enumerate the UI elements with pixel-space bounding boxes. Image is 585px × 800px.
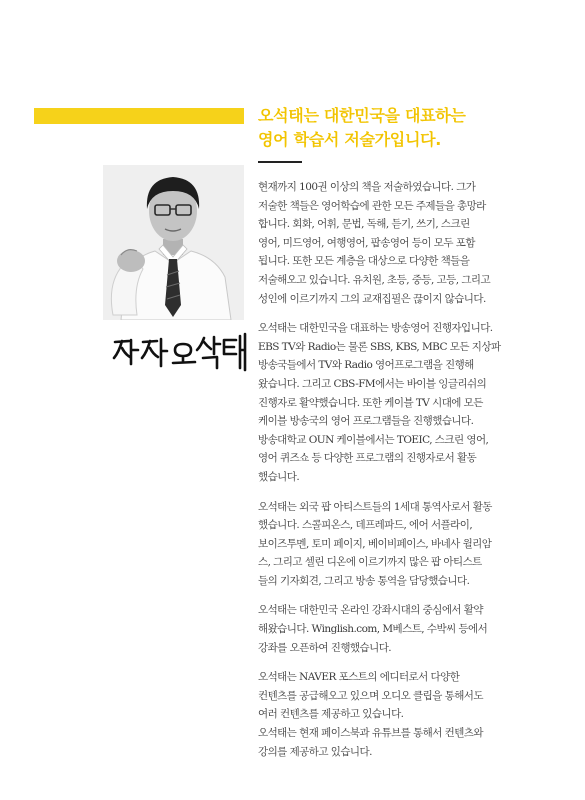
bio-paragraph bbox=[258, 498, 554, 591]
bio-line: 컨텐츠를 공급해오고 있으며 오디오 클립을 통해서도 bbox=[258, 689, 483, 702]
bio-line: 해왔습니다. Winglish.com, M베스트, 수박씨 등에서 bbox=[258, 623, 488, 636]
bio-line: 오석태는 대한민국 온라인 강좌시대의 중심에서 활약 bbox=[258, 604, 483, 617]
bio-line: 여러 컨텐츠를 제공하고 있습니다. bbox=[258, 708, 404, 721]
heading-line-2: 영어 학습서 저술가입니다. bbox=[258, 130, 442, 149]
bio-line: 저술해오고 있습니다. 유치원, 초등, 중등, 고등, 그리고 bbox=[258, 273, 491, 286]
bio-line: 했습니다. bbox=[258, 470, 300, 483]
bio-line: 성인에 이르기까지 그의 교재집필은 끊이지 않습니다. bbox=[258, 292, 486, 305]
heading-line-1: 오석태는 대한민국을 대표하는 bbox=[258, 106, 466, 125]
bio-line: 방송대학교 OUN 케이블에서는 TOEIC, 스크린 영어, bbox=[258, 433, 489, 446]
bio-line: 오석태는 NAVER 포스트의 에디터로서 다양한 bbox=[258, 671, 460, 684]
bio-line: EBS TV와 Radio는 물론 SBS, KBS, MBC 모든 지상파 bbox=[258, 340, 501, 353]
bio-line: 저술한 책들은 영어학습에 관한 모든 주제들을 총망라 bbox=[258, 199, 486, 212]
bio-line: 영어, 미드영어, 여행영어, 팝송영어 등이 모두 포함 bbox=[258, 236, 475, 249]
accent-bar bbox=[34, 108, 244, 124]
bio-line: 왔습니다. 그리고 CBS-FM에서는 바이블 잉글리쉬의 bbox=[258, 377, 487, 390]
heading-divider bbox=[258, 161, 302, 163]
bio-line: 했습니다. 스콜피온스, 데프레파드, 에어 서플라이, bbox=[258, 519, 473, 532]
bio-line: 스, 그리고 셀린 디온에 이르기까지 많은 팝 아티스트 bbox=[258, 556, 482, 569]
bio-line: 오석태는 외국 팝 아티스트들의 1세대 통역사로서 활동 bbox=[258, 500, 492, 513]
page-heading bbox=[258, 104, 558, 152]
bio-line: 강의를 제공하고 있습니다. bbox=[258, 745, 372, 758]
author-bio bbox=[258, 178, 554, 772]
bio-line: 들의 기자회견, 그리고 방송 통역을 담당했습니다. bbox=[258, 574, 470, 587]
bio-paragraph bbox=[258, 668, 554, 724]
bio-line: 방송국들에서 TV와 Radio 영어프로그램을 진행해 bbox=[258, 359, 474, 372]
bio-line: 보이즈투멘, 토미 페이지, 베이비페이스, 바네사 윌리암 bbox=[258, 537, 492, 550]
bio-line: 현재까지 100권 이상의 책을 저술하였습니다. 그가 bbox=[258, 181, 476, 193]
bio-line: 영어 퀴즈쇼 등 다양한 프로그램의 진행자로서 활동 bbox=[258, 452, 477, 465]
bio-line: 됩니다. 또한 모든 계층을 대상으로 다양한 책들을 bbox=[258, 255, 470, 268]
author-photo bbox=[103, 165, 244, 320]
bio-line: 합니다. 회화, 어휘, 문법, 독해, 듣기, 쓰기, 스크린 bbox=[258, 218, 470, 231]
bio-paragraph bbox=[258, 319, 554, 486]
bio-paragraph bbox=[258, 601, 554, 657]
bio-paragraph bbox=[258, 724, 554, 761]
bio-line: 오석태는 현재 페이스북과 유튜브를 통해서 컨텐츠와 bbox=[258, 727, 483, 740]
author-signature bbox=[111, 330, 251, 374]
bio-line: 진행자로 활약했습니다. 또한 케이블 TV 시대에 모든 bbox=[258, 396, 483, 409]
bio-line: 케이블 방송국의 영어 프로그램들을 진행했습니다. bbox=[258, 415, 474, 428]
bio-paragraph bbox=[258, 178, 554, 308]
bio-line: 강좌를 오픈하여 진행했습니다. bbox=[258, 641, 392, 654]
bio-line: 오석태는 대한민국을 대표하는 방송영어 진행자입니다. bbox=[258, 322, 493, 335]
